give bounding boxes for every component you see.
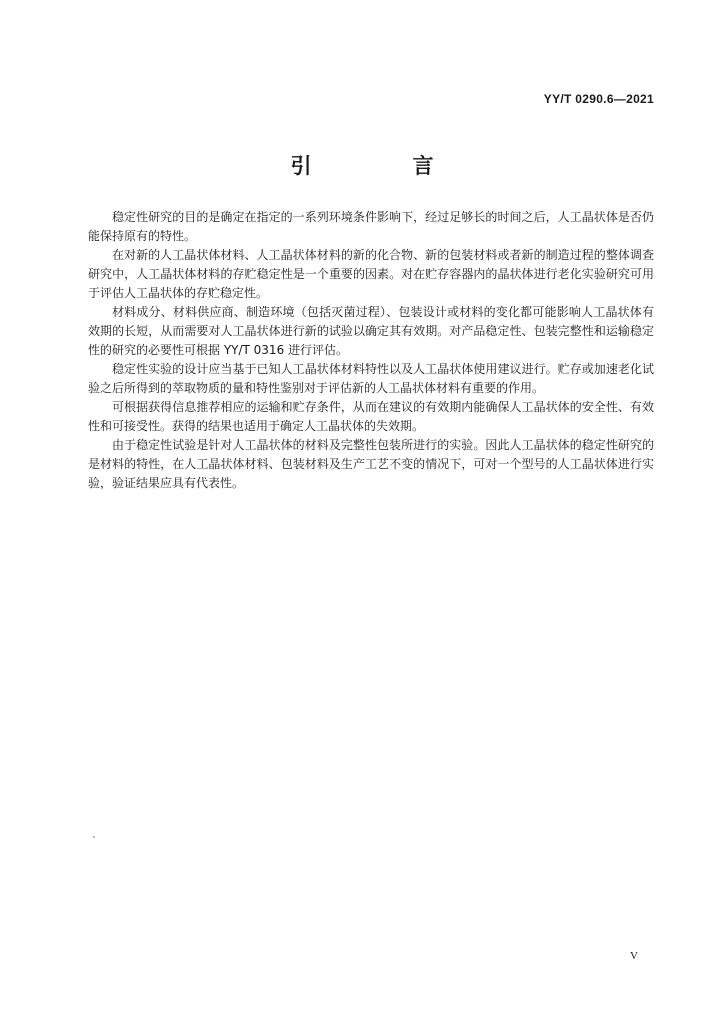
body-text [88,208,654,493]
paragraph: 材料成分、材料供应商、制造环境（包括灭菌过程）、包装设计或材料的变化都可能影响人工晶状体有效期的长短，从而需要对人工晶状体进行新的试验以确定其有效期。对产品稳定性、包装完整性和运输稳定性的研究的必要性可根据 YY/T 0316 进行评估。 [88,305,654,357]
page-number: V [630,950,638,962]
paragraph: 稳定性研究的目的是确定在指定的一系列环境条件影响下，经过足够长的时间之后，人工晶状体是否仍能保持原有的特性。 [88,210,654,243]
section-title: 引 言 [290,154,474,178]
scan-speck [93,836,95,838]
paragraph: 可根据获得信息推荐相应的运输和贮存条件，从而在建议的有效期内能确保人工晶状体的安全性、有效性和可接受性。获得的结果也适用于确定人工晶状体的失效期。 [88,400,654,433]
paragraph: 稳定性实验的设计应当基于已知人工晶状体材料特性以及人工晶状体使用建议进行。贮存或加速老化试验之后所得到的萃取物质的量和特性鉴别对于评估新的人工晶状体材料有重要的作用。 [88,362,654,395]
standard-code: YY/T 0290.6—2021 [543,92,654,106]
paragraph: 在对新的人工晶状体材料、人工晶状体材料的新的化合物、新的包装材料或者新的制造过程的整体调查研究中，人工晶状体材料的存贮稳定性是一个重要的因素。对在贮存容器内的晶状体进行老化实验研究可用于评估人工晶状体的存贮稳定性。 [88,248,654,300]
paragraph: 由于稳定性试验是针对人工晶状体的材料及完整性包装所进行的实验。因此人工晶状体的稳定性研究的是材料的特性，在人工晶状体材料、包装材料及生产工艺不变的情况下，可对一个型号的人工晶状体进行实验，验证结果应具有代表性。 [88,438,654,490]
